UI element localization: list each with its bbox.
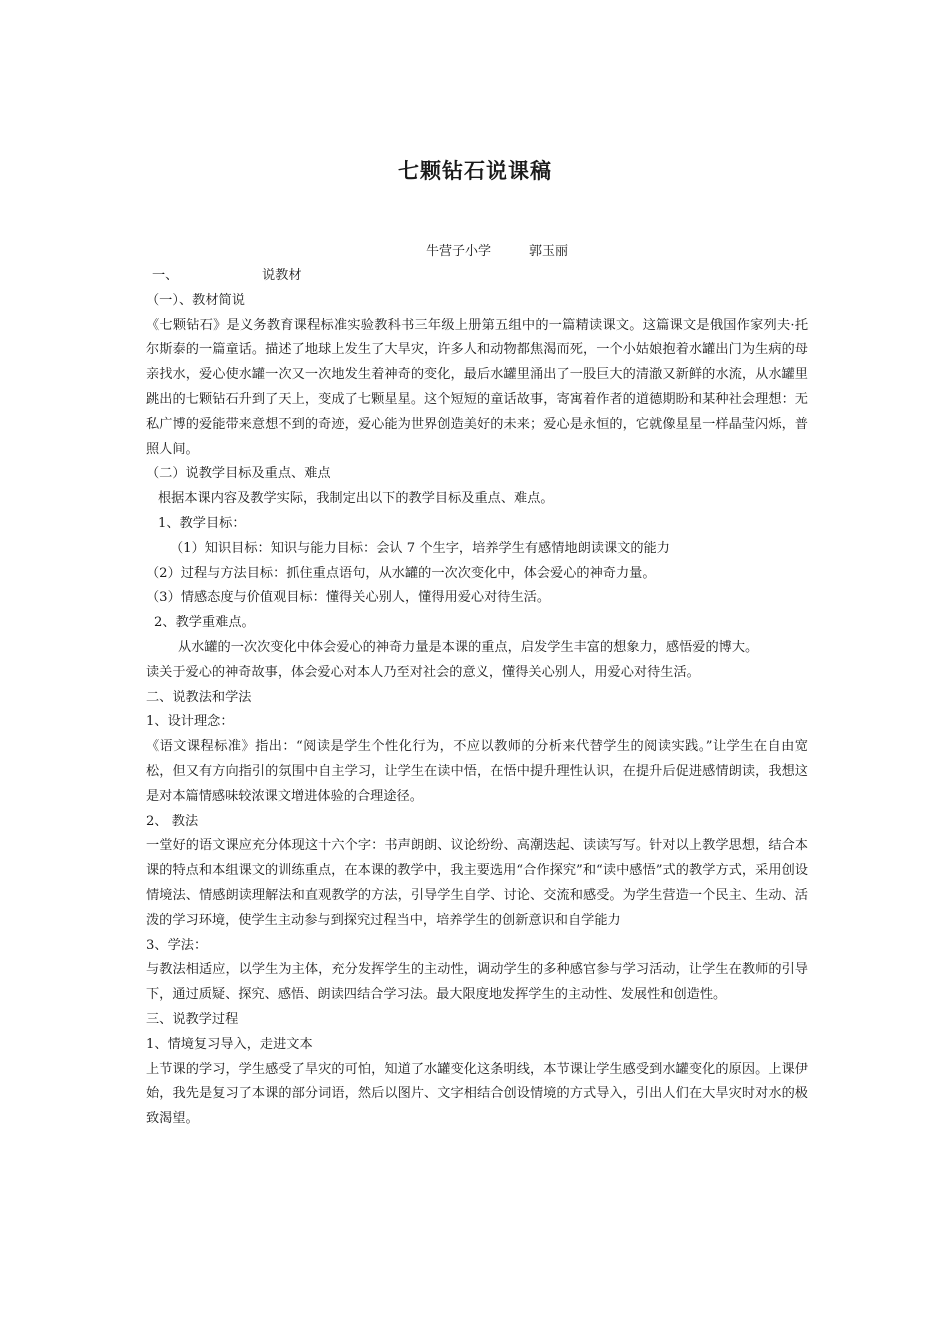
subheading: 2、 教法 (146, 813, 199, 829)
paragraph: 上节课的学习，学生感受了旱灾的可怕，知道了水罐变化这条明线，本节课让学生感受到水罐变化的原因。上课伊始，我先是复习了本课的部分词语，然后以图片、文字相结合创设情境的方式导入，引出人们在大旱灾时对水的极致渴望。 (146, 1061, 808, 1127)
paragraph: 根据本课内容及教学实际，我制定出以下的教学目标及重点、难点。 (158, 491, 554, 507)
document-title: 七颗钻石说课稿 (398, 159, 552, 183)
subheading: 1、情境复习导入，走进文本 (146, 1036, 313, 1052)
subheading: 3、学法： (146, 937, 208, 953)
list-item: （1）知识目标：知识与能力目标：会认 7 个生字，培养学生有感情地朗读课文的能力 (170, 540, 670, 556)
paragraph: 从水罐的一次次变化中体会爱心的神奇力量是本课的重点，启发学生丰富的想象力，感悟爱的博大。 (178, 639, 759, 655)
subsection-heading: （一）、教材简说 (146, 292, 245, 308)
paragraph: 一堂好的语文课应充分体现这十六个字：书声朗朗、议论纷纷、高潮迭起、读读写写。针对以上教学思想，结合本课的特点和本组课文的训练重点，在本课的教学中，我主要选用“合作探究”和“读中感悟”式的教学方式，采用创设情境法、情感朗读理解法和直观教学的方法，引导学生自学、讨论、交流和感受。为学生营造一个民主、生动、活泼的学习环境，使学生主动参与到探究过程当中，培养学生的创新意识和自学能力 (146, 838, 808, 928)
list-item: （3）情感态度与价值观目标：懂得关心别人，懂得用爱心对待生活。 (146, 590, 551, 606)
list-item: （2）过程与方法目标：抓住重点语句，从水罐的一次次变化中，体会爱心的神奇力量。 (146, 565, 656, 581)
paragraph: 《语文课程标准》指出：“阅读是学生个性化行为，不应以教师的分析来代替学生的阅读实践。”让学生在自由宽松，但又有方向指引的氛围中自主学习，让学生在读中悟，在悟中提升理性认识，在提升后促进感情朗读，我想这是对本篇情感味较浓课文增进体验的合理途径。 (146, 739, 808, 804)
document-body (146, 264, 808, 1132)
school-name: 牛营子小学 (426, 244, 492, 259)
subsection-heading: （二）说教学目标及重点、难点 (146, 466, 331, 482)
subheading: 1、设计理念： (146, 714, 234, 730)
author-line (426, 240, 568, 259)
list-heading: 2、教学重难点。 (154, 615, 255, 631)
section-heading-2: 二、说教法和学法 (146, 689, 252, 705)
author-name: 郭玉丽 (529, 244, 569, 259)
list-heading: 1、教学目标： (158, 515, 246, 531)
paragraph: 与教法相适应，以学生为主体，充分发挥学生的主动性，调动学生的多种感官参与学习活动，让学生在教师的引导下，通过质疑、探究、感悟、朗读四结合学习法。最大限度地发挥学生的主动性、发展性和创造性。 (146, 962, 808, 1003)
section-heading-3: 三、说教学过程 (146, 1011, 239, 1027)
paragraph: 读关于爱心的神奇故事，体会爱心对本人乃至对社会的意义，懂得关心别人，用爱心对待生活。 (146, 664, 700, 680)
section-heading-1: 一、 说教材 (152, 268, 302, 283)
paragraph: 《七颗钻石》是义务教育课程标准实验教科书三年级上册第五组中的一篇精读课文。这篇课文是俄国作家列夫·托尔斯泰的一篇童话。描述了地球上发生了大旱灾，许多人和动物都焦渴而死，一个小姑娘抱着水罐出门为生病的母亲找水，爱心使水罐一次又一次地发生着神奇的变化，最后水罐里涌出了一股巨大的清澈又新鲜的水流，从水罐里跳出的七颗钻石升到了天上，变成了七颗星星。这个短短的童话故事，寄寓着作者的道德期盼和某种社会理想：无私广博的爱能带来意想不到的奇迹，爱心能为世界创造美好的未来；爱心是永恒的，它就像星星一样晶莹闪烁，普照人间。 (146, 317, 808, 457)
